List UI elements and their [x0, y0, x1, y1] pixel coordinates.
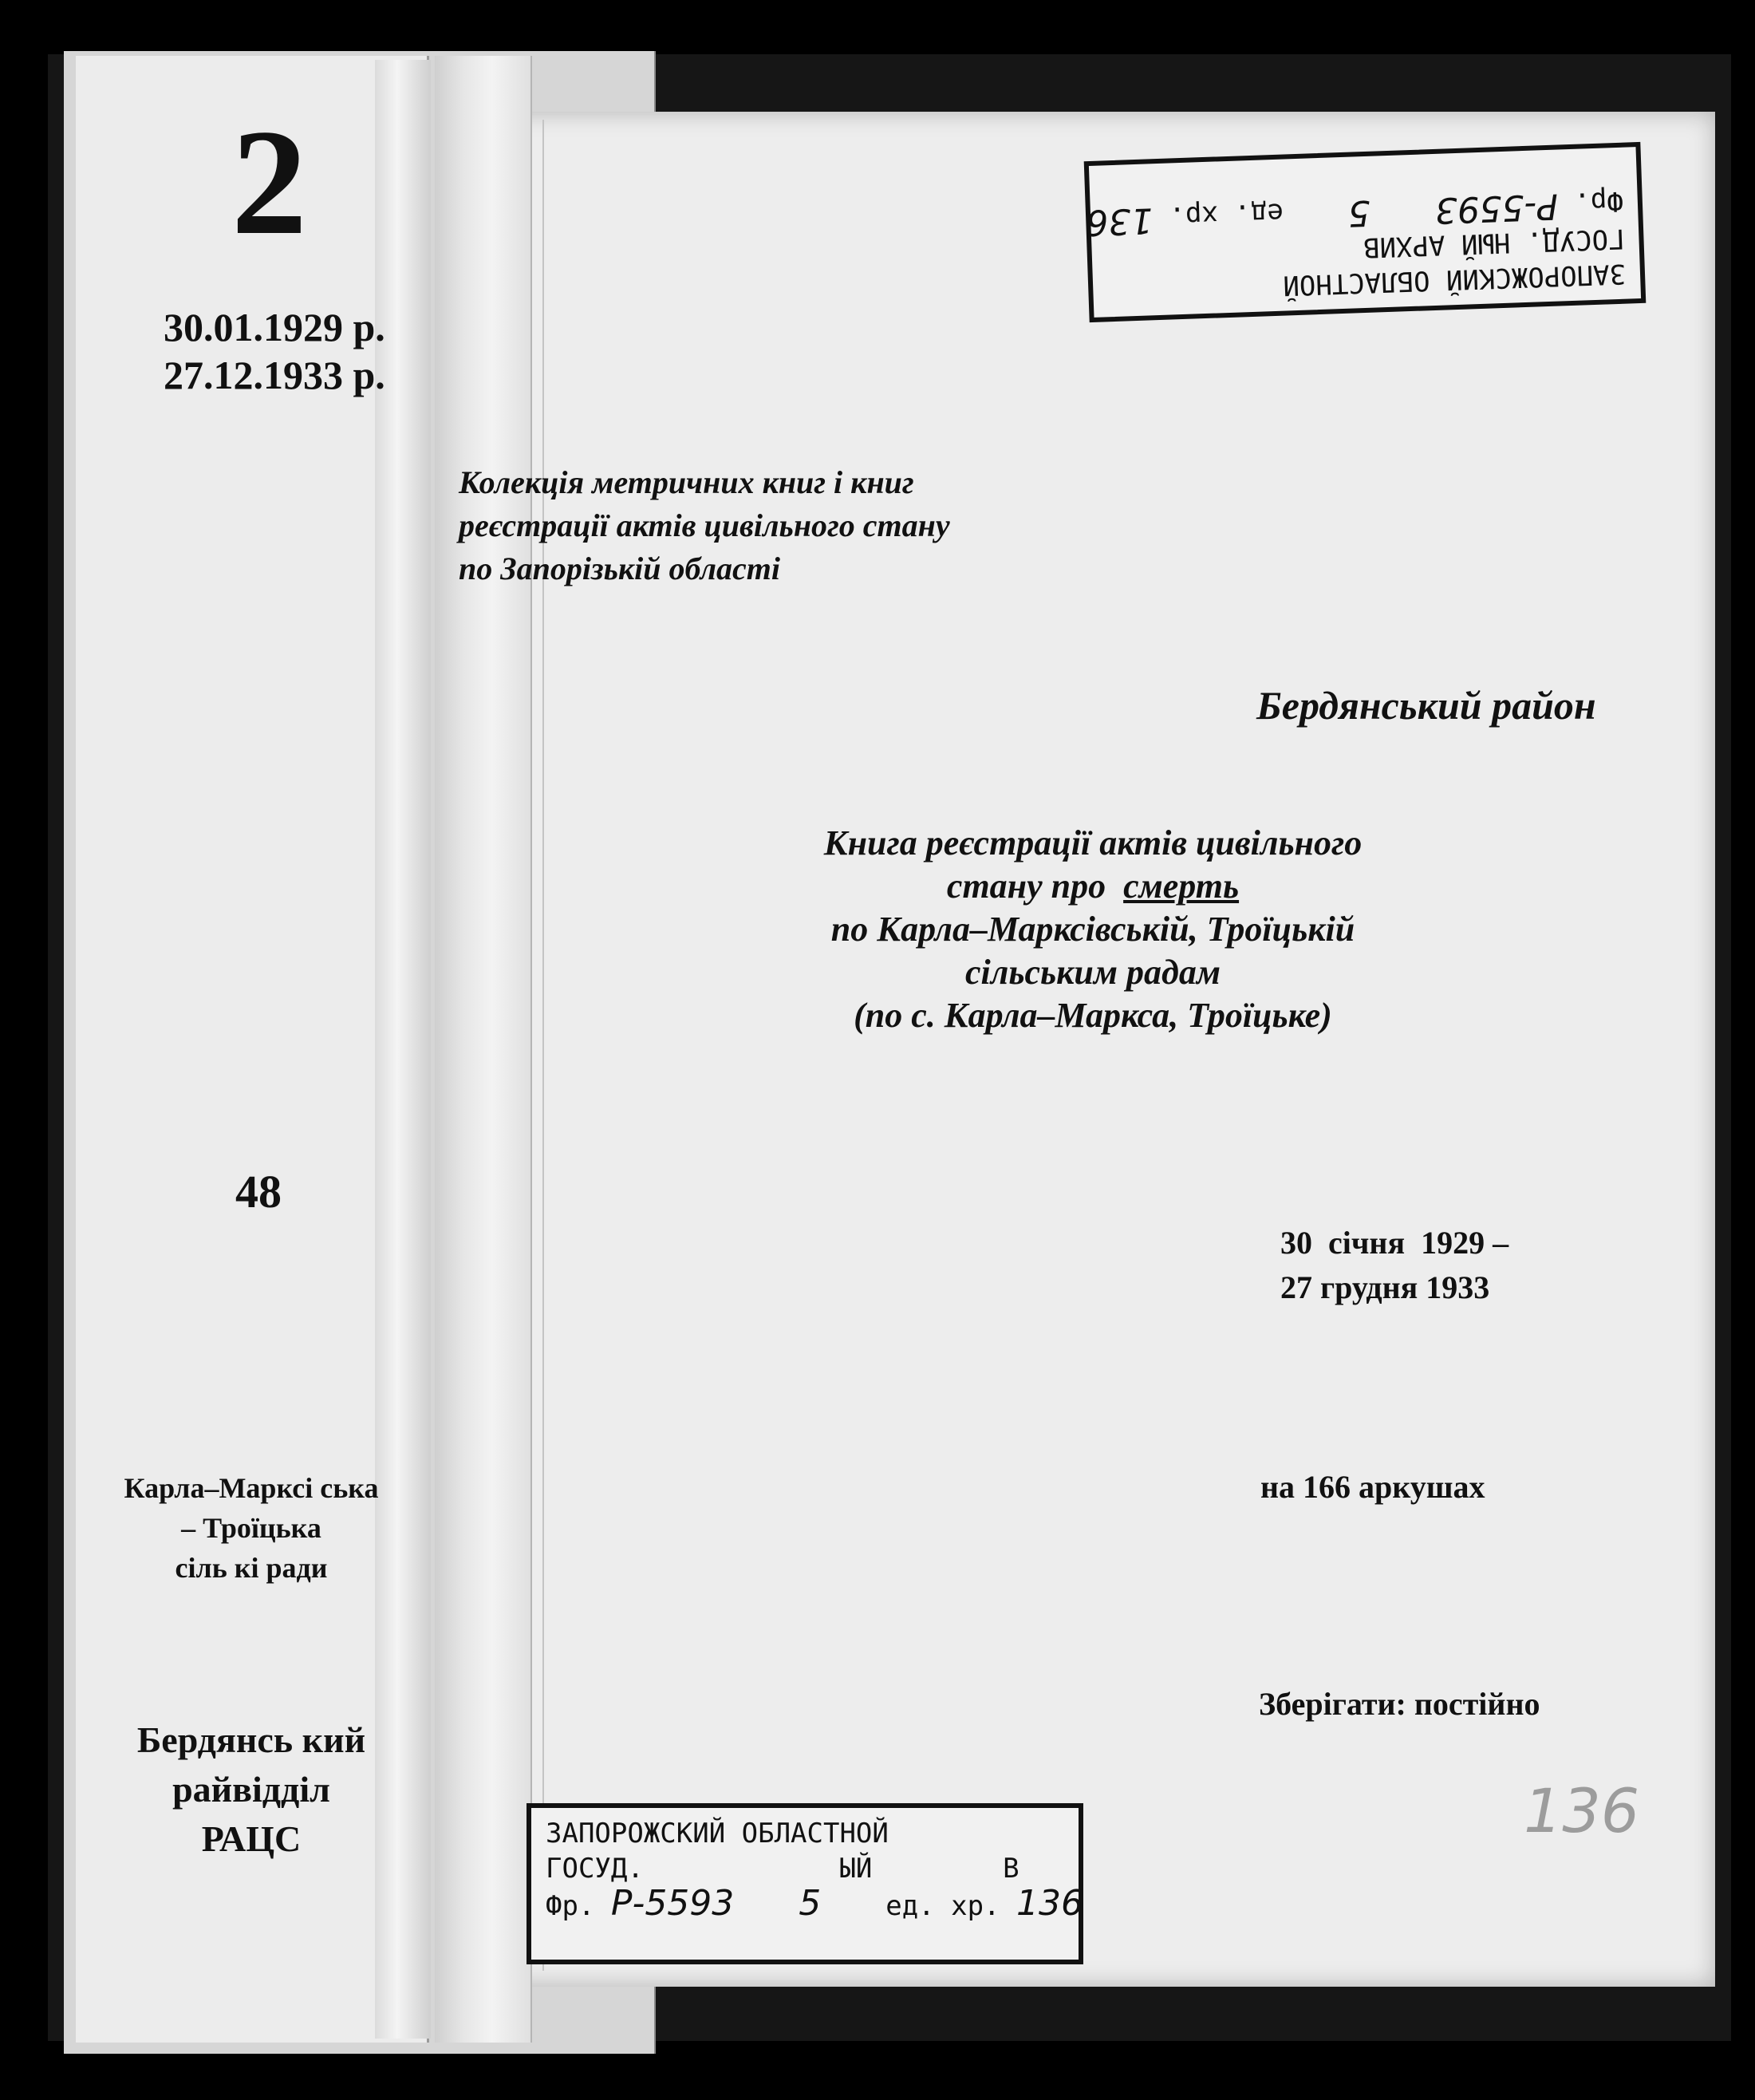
- collection-title: [459, 461, 1177, 590]
- spine-office-line: РАЦС: [201, 1818, 302, 1859]
- district-name: Бердянський район: [1256, 683, 1596, 728]
- spine-councils-line: – Троїцька: [181, 1512, 321, 1544]
- book-title: [774, 822, 1412, 1037]
- spine-date-end: 27.12.1933 р.: [164, 353, 385, 397]
- stamp-line: ЗАПОРОЖСКИЙ ОБЛАСТНОЙ: [1282, 257, 1627, 302]
- collection-line: реєстрації актів цивільного стану: [459, 507, 950, 543]
- stamp-item: 136: [1085, 199, 1154, 243]
- record-type: смерть: [1123, 866, 1240, 906]
- spine-binding-edge: [435, 56, 532, 2043]
- spine-councils: [120, 1468, 383, 1588]
- collection-line: по Запорізькій області: [459, 551, 780, 586]
- stamp-item: 136: [1016, 1883, 1083, 1924]
- stamp-fond: Р-5593: [1434, 185, 1559, 231]
- book-title-prefix: стану про: [946, 866, 1106, 906]
- collection-line: Колекція метричних книг і книг: [459, 464, 914, 500]
- stamp-line: ГОСУД. НЫЙ АРХИВ: [1363, 222, 1626, 264]
- book-title-line: Книга реєстрації актів цивільного: [823, 823, 1363, 862]
- spine-councils-line: сіль кі ради: [175, 1552, 328, 1584]
- archive-stamp-top: [1084, 142, 1647, 322]
- book-title-line: сільським радам: [965, 953, 1221, 992]
- stamp-fond: Р-5593: [610, 1883, 735, 1924]
- stamp-line: [546, 1883, 1083, 1924]
- date-range: [1280, 1221, 1509, 1310]
- page-fold-line: [542, 120, 544, 1971]
- book-title-line: (по с. Карла–Маркса, Троїцьке): [854, 996, 1332, 1035]
- spine-date-start: 30.01.1929 р.: [164, 305, 385, 349]
- stamp-item-label: ед. хр.: [885, 1890, 1000, 1922]
- stamp-line: ГОСУД. ЫЙ В: [546, 1853, 1019, 1885]
- stamp-opis: 5: [799, 1883, 822, 1924]
- spine-date-range: [164, 303, 385, 399]
- stamp-fond-label: Фр.: [1573, 184, 1624, 219]
- spine-office-line: Бердянсь кий: [136, 1719, 366, 1760]
- sheet-count: на 166 аркушах: [1260, 1469, 1485, 1505]
- book-title-line: по Карла–Марксівській, Троїцькій: [830, 910, 1355, 949]
- spine-office: [120, 1715, 383, 1864]
- stamp-opis: 5: [1347, 191, 1371, 234]
- file-number: 48: [235, 1166, 282, 1218]
- handwritten-number: 136: [1524, 1775, 1640, 1846]
- archive-stamp-bottom: [526, 1803, 1083, 1964]
- retention-period: Зберігати: постійно: [1259, 1686, 1540, 1722]
- book-title-line: [774, 865, 1412, 908]
- stamp-fond-label: Фр.: [546, 1890, 595, 1922]
- date-end: 27 грудня 1933: [1280, 1269, 1490, 1305]
- volume-number: 2: [231, 99, 307, 266]
- stamp-line: ЗАПОРОЖСКИЙ ОБЛАСТНОЙ: [546, 1818, 889, 1849]
- spine-office-line: райвідділ: [172, 1769, 330, 1810]
- date-start: 30 січня 1929 –: [1280, 1225, 1509, 1261]
- spine-councils-line: Карла–Марксі ська: [124, 1472, 379, 1504]
- stamp-item-label: ед. хр.: [1168, 196, 1284, 233]
